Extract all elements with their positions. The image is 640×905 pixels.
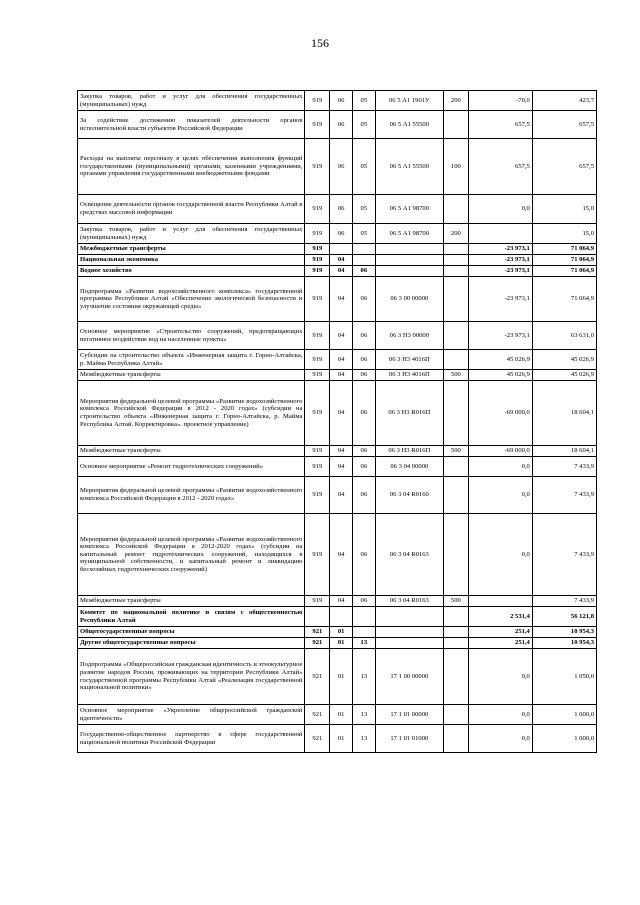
- grbs-code-cell: [305, 607, 330, 627]
- grbs-code-cell: 919: [305, 91, 330, 111]
- table-row: [78, 244, 597, 255]
- grbs-code-cell: 919: [305, 195, 330, 224]
- grbs-code-cell: 921: [305, 638, 330, 649]
- subsection-code-cell: 05: [352, 91, 375, 111]
- change-amount-cell: -23 973,1: [468, 244, 532, 255]
- target-article-cell: [375, 255, 443, 266]
- total-amount-cell: 423,7: [532, 91, 596, 111]
- subsection-code-cell: 05: [352, 195, 375, 224]
- change-amount-cell: -23 973,1: [468, 322, 532, 350]
- change-amount-cell: 251,4: [468, 627, 532, 638]
- table-row: [78, 457, 597, 477]
- target-article-cell: [375, 638, 443, 649]
- expense-name-cell: Мероприятия федеральной целевой программы «Развитие водохозяйственного комплекса Российской Федерации в 2012 - 2020 годах»: [78, 477, 305, 514]
- target-article-cell: 06 3 Н3 4016П: [375, 370, 443, 381]
- expense-type-cell: [443, 477, 468, 514]
- table-row: [78, 607, 597, 627]
- subsection-code-cell: [352, 244, 375, 255]
- target-article-cell: 17 1 01 00000: [375, 705, 443, 725]
- table-row: [78, 277, 597, 322]
- grbs-code-cell: 921: [305, 649, 330, 705]
- change-amount-cell: -70,0: [468, 91, 532, 111]
- expense-type-cell: [443, 607, 468, 627]
- grbs-code-cell: 919: [305, 224, 330, 244]
- table-row: [78, 477, 597, 514]
- expense-name-cell: Подпрограмма «Общероссийская гражданская идентичность и этнокультурное развитие народов России, проживающих на территории Республики Алтай» государственной программы Республики Алтай «Реализация государственной национальной политики»: [78, 649, 305, 705]
- grbs-code-cell: 919: [305, 139, 330, 195]
- section-code-cell: 01: [330, 705, 353, 725]
- grbs-code-cell: 919: [305, 381, 330, 446]
- expense-name-cell: Подпрограмма «Развитие водохозяйственного комплекса» государственной программы Республики Алтай «Обеспечение экологической безопасности и улучшение состояния окружающей среды»: [78, 277, 305, 322]
- total-amount-cell: 7 433,9: [532, 514, 596, 596]
- total-amount-cell: 18 604,1: [532, 381, 596, 446]
- total-amount-cell: 1 000,0: [532, 705, 596, 725]
- expense-name-cell: Государственно-общественное партнерство в сфере государственной национальной политики Российской Федерации: [78, 725, 305, 753]
- target-article-cell: [375, 244, 443, 255]
- subsection-code-cell: 06: [352, 370, 375, 381]
- total-amount-cell: 45 026,9: [532, 370, 596, 381]
- subsection-code-cell: 06: [352, 350, 375, 370]
- change-amount-cell: -23 973,1: [468, 277, 532, 322]
- grbs-code-cell: 919: [305, 255, 330, 266]
- change-amount-cell: 0,0: [468, 477, 532, 514]
- subsection-code-cell: 06: [352, 381, 375, 446]
- expense-name-cell: За содействие достижению показателей деятельности органов исполнительной власти субъектов Российской Федерации: [78, 111, 305, 139]
- subsection-code-cell: 06: [352, 277, 375, 322]
- target-article-cell: 06 3 00 00000: [375, 277, 443, 322]
- table-row: [78, 446, 597, 457]
- change-amount-cell: 2 531,4: [468, 607, 532, 627]
- table-row: [78, 370, 597, 381]
- total-amount-cell: 1 000,0: [532, 725, 596, 753]
- grbs-code-cell: 919: [305, 244, 330, 255]
- total-amount-cell: 71 064,9: [532, 244, 596, 255]
- section-code-cell: 06: [330, 195, 353, 224]
- total-amount-cell: 657,5: [532, 111, 596, 139]
- table-row: [78, 649, 597, 705]
- table-row: [78, 111, 597, 139]
- target-article-cell: 06 5 А1 55500: [375, 111, 443, 139]
- change-amount-cell: 45 026,9: [468, 350, 532, 370]
- expense-type-cell: [443, 195, 468, 224]
- target-article-cell: 06 3 Н3 R016П: [375, 381, 443, 446]
- table-row: [78, 350, 597, 370]
- change-amount-cell: -23 973,1: [468, 255, 532, 266]
- target-article-cell: 06 3 04 R0160: [375, 477, 443, 514]
- subsection-code-cell: 06: [352, 322, 375, 350]
- grbs-code-cell: 919: [305, 514, 330, 596]
- change-amount-cell: 0,0: [468, 705, 532, 725]
- grbs-code-cell: 921: [305, 627, 330, 638]
- section-code-cell: 06: [330, 224, 353, 244]
- section-code-cell: 04: [330, 255, 353, 266]
- expense-type-cell: [443, 514, 468, 596]
- total-amount-cell: 63 631,0: [532, 322, 596, 350]
- expense-name-cell: Межбюджетные трансферты: [78, 446, 305, 457]
- expense-type-cell: [443, 111, 468, 139]
- expense-type-cell: [443, 350, 468, 370]
- expense-type-cell: 500: [443, 446, 468, 457]
- subsection-code-cell: 05: [352, 224, 375, 244]
- page-number: 156: [311, 36, 329, 50]
- change-amount-cell: 657,5: [468, 139, 532, 195]
- expense-name-cell: Водное хозяйство: [78, 266, 305, 277]
- table-row: [78, 627, 597, 638]
- target-article-cell: [375, 266, 443, 277]
- subsection-code-cell: 05: [352, 111, 375, 139]
- total-amount-cell: 10 954,3: [532, 638, 596, 649]
- expense-type-cell: 500: [443, 596, 468, 607]
- grbs-code-cell: 919: [305, 111, 330, 139]
- table-row: [78, 725, 597, 753]
- grbs-code-cell: 919: [305, 596, 330, 607]
- table-row: [78, 91, 597, 111]
- target-article-cell: 17 1 01 01000: [375, 725, 443, 753]
- expense-name-cell: Мероприятия федеральной целевой программы «Развитие водохозяйственного комплекса Российской Федерации в 2012 - 2020 годах» (субсидии на строительство объекта «Инженерная защита г. Горно-Алтайска, р. Майма Республика Алтай. Корректировка». проектное управление): [78, 381, 305, 446]
- target-article-cell: 06 5 А1 55500: [375, 139, 443, 195]
- subsection-code-cell: 13: [352, 725, 375, 753]
- change-amount-cell: [468, 224, 532, 244]
- expense-name-cell: Основное мероприятие «Укрепление общероссийской гражданской идентичности»: [78, 705, 305, 725]
- change-amount-cell: 0,0: [468, 195, 532, 224]
- total-amount-cell: 1 050,0: [532, 649, 596, 705]
- target-article-cell: 06 3 04 R0163: [375, 596, 443, 607]
- expense-type-cell: [443, 725, 468, 753]
- section-code-cell: 06: [330, 111, 353, 139]
- section-code-cell: 04: [330, 266, 353, 277]
- section-code-cell: 01: [330, 649, 353, 705]
- section-code-cell: 01: [330, 638, 353, 649]
- section-code-cell: 04: [330, 350, 353, 370]
- total-amount-cell: 56 121,8: [532, 607, 596, 627]
- table-row: [78, 514, 597, 596]
- expense-name-cell: Межбюджетные трансферты: [78, 370, 305, 381]
- grbs-code-cell: 921: [305, 705, 330, 725]
- table-row: [78, 255, 597, 266]
- section-code-cell: 01: [330, 627, 353, 638]
- expense-type-cell: 500: [443, 370, 468, 381]
- subsection-code-cell: 06: [352, 457, 375, 477]
- target-article-cell: 06 5 А1 98700: [375, 195, 443, 224]
- table-row: [78, 705, 597, 725]
- grbs-code-cell: 919: [305, 457, 330, 477]
- expense-type-cell: [443, 244, 468, 255]
- total-amount-cell: 15,0: [532, 224, 596, 244]
- subsection-code-cell: 13: [352, 705, 375, 725]
- section-code-cell: [330, 607, 353, 627]
- subsection-code-cell: 06: [352, 596, 375, 607]
- expense-type-cell: 100: [443, 139, 468, 195]
- section-code-cell: 04: [330, 381, 353, 446]
- section-code-cell: 04: [330, 277, 353, 322]
- change-amount-cell: 657,5: [468, 111, 532, 139]
- target-article-cell: [375, 607, 443, 627]
- expense-type-cell: [443, 705, 468, 725]
- subsection-code-cell: 06: [352, 514, 375, 596]
- target-article-cell: 06 3 Н3 R016П: [375, 446, 443, 457]
- grbs-code-cell: 919: [305, 446, 330, 457]
- target-article-cell: 06 5 А1 1901У: [375, 91, 443, 111]
- expense-type-cell: [443, 457, 468, 477]
- subsection-code-cell: 06: [352, 266, 375, 277]
- total-amount-cell: 7 433,9: [532, 457, 596, 477]
- change-amount-cell: -23 973,1: [468, 266, 532, 277]
- expense-name-cell: Основное мероприятие «Ремонт гидротехнических сооружений»: [78, 457, 305, 477]
- table-row: [78, 638, 597, 649]
- section-code-cell: 04: [330, 322, 353, 350]
- expense-type-cell: [443, 322, 468, 350]
- target-article-cell: 06 3 Н3 4016П: [375, 350, 443, 370]
- section-code-cell: 06: [330, 91, 353, 111]
- table-row: [78, 266, 597, 277]
- expense-name-cell: Закупка товаров, работ и услуг для обеспечения государственных (муниципальных) нужд: [78, 224, 305, 244]
- section-code-cell: [330, 244, 353, 255]
- expense-name-cell: Межбюджетные трансферты: [78, 244, 305, 255]
- expense-type-cell: [443, 638, 468, 649]
- total-amount-cell: 10 954,3: [532, 627, 596, 638]
- change-amount-cell: [468, 596, 532, 607]
- grbs-code-cell: 919: [305, 370, 330, 381]
- expense-name-cell: Закупка товаров, работ и услуг для обеспечения государственных (муниципальных) нужд: [78, 91, 305, 111]
- change-amount-cell: -69 000,0: [468, 446, 532, 457]
- change-amount-cell: 45 026,9: [468, 370, 532, 381]
- expense-type-cell: 200: [443, 224, 468, 244]
- expense-type-cell: [443, 255, 468, 266]
- expense-name-cell: Основное мероприятие «Строительство сооружений, предотвращающих негативное воздействие вод на населенные пункты»: [78, 322, 305, 350]
- grbs-code-cell: 921: [305, 725, 330, 753]
- change-amount-cell: 251,4: [468, 638, 532, 649]
- target-article-cell: [375, 627, 443, 638]
- expense-name-cell: Освещение деятельности органов государственной власти Республики Алтай в средствах массовой информации: [78, 195, 305, 224]
- expense-name-cell: Общегосударственные вопросы: [78, 627, 305, 638]
- total-amount-cell: 7 433,9: [532, 477, 596, 514]
- subsection-code-cell: [352, 627, 375, 638]
- section-code-cell: 04: [330, 596, 353, 607]
- table-row: [78, 139, 597, 195]
- target-article-cell: 06 5 А1 98700: [375, 224, 443, 244]
- change-amount-cell: 0,0: [468, 649, 532, 705]
- total-amount-cell: 71 064,9: [532, 277, 596, 322]
- table-row: [78, 381, 597, 446]
- grbs-code-cell: 919: [305, 266, 330, 277]
- section-code-cell: 01: [330, 725, 353, 753]
- total-amount-cell: 15,0: [532, 195, 596, 224]
- grbs-code-cell: 919: [305, 477, 330, 514]
- total-amount-cell: 71 064,9: [532, 255, 596, 266]
- expense-name-cell: Расходы на выплаты персоналу в целях обеспечения выполнения функций государственными (муниципальными) органами, казенными учреждениями, органами управления государственными внебюджетными фондами: [78, 139, 305, 195]
- target-article-cell: 06 3 04 00000: [375, 457, 443, 477]
- grbs-code-cell: 919: [305, 350, 330, 370]
- expense-type-cell: 200: [443, 91, 468, 111]
- expense-type-cell: [443, 277, 468, 322]
- section-code-cell: 04: [330, 514, 353, 596]
- section-code-cell: 04: [330, 457, 353, 477]
- expense-name-cell: Субсидии на строительство объекта «Инженерная защита г. Горно-Алтайска, р. Майма Республика Алтай»: [78, 350, 305, 370]
- section-code-cell: 04: [330, 370, 353, 381]
- expense-type-cell: [443, 266, 468, 277]
- subsection-code-cell: 13: [352, 638, 375, 649]
- subsection-code-cell: [352, 607, 375, 627]
- subsection-code-cell: 13: [352, 649, 375, 705]
- grbs-code-cell: 919: [305, 277, 330, 322]
- expense-type-cell: [443, 627, 468, 638]
- subsection-code-cell: [352, 255, 375, 266]
- total-amount-cell: 7 433,9: [532, 596, 596, 607]
- section-code-cell: 04: [330, 477, 353, 514]
- change-amount-cell: -69 000,0: [468, 381, 532, 446]
- table-row: [78, 322, 597, 350]
- expense-name-cell: Мероприятия федеральной целевой программы «Развитие водохозяйственного комплекса Российской Федерации в 2012-2020 годах» (субсидии на капитальный ремонт гидротехнических сооружений, находящихся в муниципальной собственности, и капитальный ремонт и ликвидацию бесхозяйных гидротехнических сооружений): [78, 514, 305, 596]
- expense-name-cell: Комитет по национальной политике и связям с общественностью Республики Алтай: [78, 607, 305, 627]
- expense-type-cell: [443, 649, 468, 705]
- budget-table: [77, 90, 597, 753]
- change-amount-cell: 0,0: [468, 457, 532, 477]
- subsection-code-cell: 06: [352, 446, 375, 457]
- total-amount-cell: 18 604,1: [532, 446, 596, 457]
- target-article-cell: 06 3 Н3 00000: [375, 322, 443, 350]
- change-amount-cell: 0,0: [468, 725, 532, 753]
- change-amount-cell: 0,0: [468, 514, 532, 596]
- section-code-cell: 04: [330, 446, 353, 457]
- subsection-code-cell: 05: [352, 139, 375, 195]
- total-amount-cell: 657,5: [532, 139, 596, 195]
- total-amount-cell: 45 026,9: [532, 350, 596, 370]
- total-amount-cell: 71 064,9: [532, 266, 596, 277]
- expense-type-cell: [443, 381, 468, 446]
- table-row: [78, 224, 597, 244]
- table-row: [78, 195, 597, 224]
- target-article-cell: 06 3 04 R0163: [375, 514, 443, 596]
- table-row: [78, 596, 597, 607]
- expense-name-cell: Межбюджетные трансферты: [78, 596, 305, 607]
- target-article-cell: 17 1 00 00000: [375, 649, 443, 705]
- subsection-code-cell: 06: [352, 477, 375, 514]
- section-code-cell: 06: [330, 139, 353, 195]
- expense-name-cell: Национальная экономика: [78, 255, 305, 266]
- expense-name-cell: Другие общегосударственные вопросы: [78, 638, 305, 649]
- grbs-code-cell: 919: [305, 322, 330, 350]
